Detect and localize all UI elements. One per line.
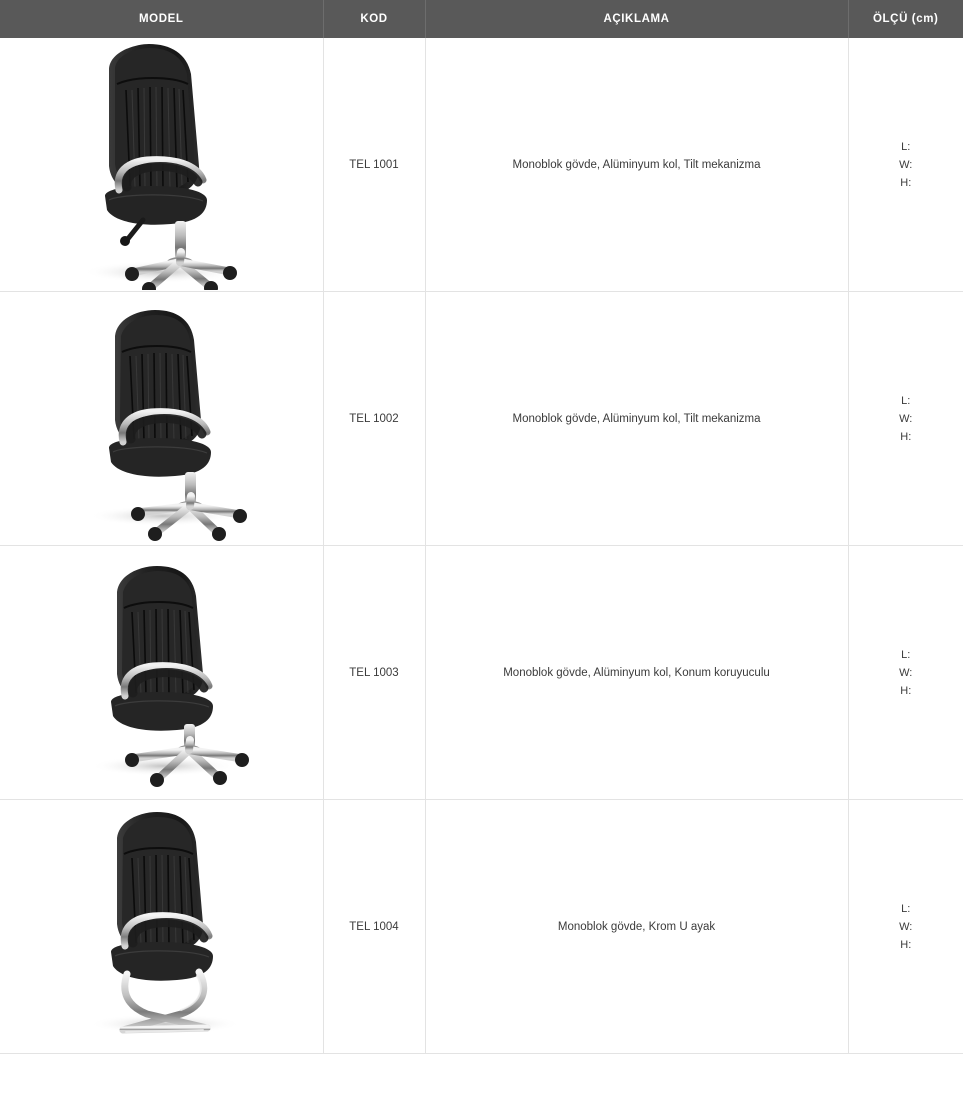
cell-model — [0, 546, 323, 800]
column-header-olcu: ÖLÇÜ (cm) — [848, 0, 963, 38]
dimension-height: H: — [900, 176, 912, 189]
column-header-model: MODEL — [0, 0, 323, 38]
product-image-low-back-swivel — [0, 546, 323, 799]
dimension-height: H: — [900, 684, 912, 697]
cell-aciklama: Monoblok gövde, Krom U ayak — [425, 800, 848, 1054]
cell-olcu — [848, 292, 963, 546]
dimension-width: W: — [899, 412, 913, 425]
cell-olcu — [848, 546, 963, 800]
table-row — [0, 38, 963, 292]
cell-kod: TEL 1002 — [323, 292, 425, 546]
table-header — [0, 0, 963, 38]
table-row — [0, 546, 963, 800]
column-header-kod: KOD — [323, 0, 425, 38]
table-row — [0, 292, 963, 546]
dimension-length: L: — [901, 902, 911, 915]
dimension-height: H: — [900, 430, 912, 443]
dimension-width: W: — [899, 158, 913, 171]
product-image-mid-back-swivel — [0, 292, 323, 545]
dimension-height: H: — [900, 938, 912, 951]
product-image-chrome-u-leg — [0, 800, 323, 1053]
dimension-length: L: — [901, 394, 911, 407]
dimension-length: L: — [901, 648, 911, 661]
cell-olcu — [848, 38, 963, 292]
cell-model — [0, 38, 323, 292]
cell-model — [0, 292, 323, 546]
cell-aciklama: Monoblok gövde, Alüminyum kol, Tilt mekanizma — [425, 38, 848, 292]
table-row — [0, 800, 963, 1054]
cell-kod: TEL 1004 — [323, 800, 425, 1054]
cell-model — [0, 800, 323, 1054]
cell-aciklama: Monoblok gövde, Alüminyum kol, Konum koruyuculu — [425, 546, 848, 800]
cell-aciklama: Monoblok gövde, Alüminyum kol, Tilt mekanizma — [425, 292, 848, 546]
cell-kod: TEL 1003 — [323, 546, 425, 800]
dimension-width: W: — [899, 666, 913, 679]
column-header-aciklama: AÇIKLAMA — [425, 0, 848, 38]
cell-olcu — [848, 800, 963, 1054]
table-header-row — [0, 0, 963, 38]
table-body — [0, 38, 963, 1054]
dimension-width: W: — [899, 920, 913, 933]
product-image-high-back-swivel — [0, 38, 323, 291]
dimension-length: L: — [901, 140, 911, 153]
cell-kod: TEL 1001 — [323, 38, 425, 292]
